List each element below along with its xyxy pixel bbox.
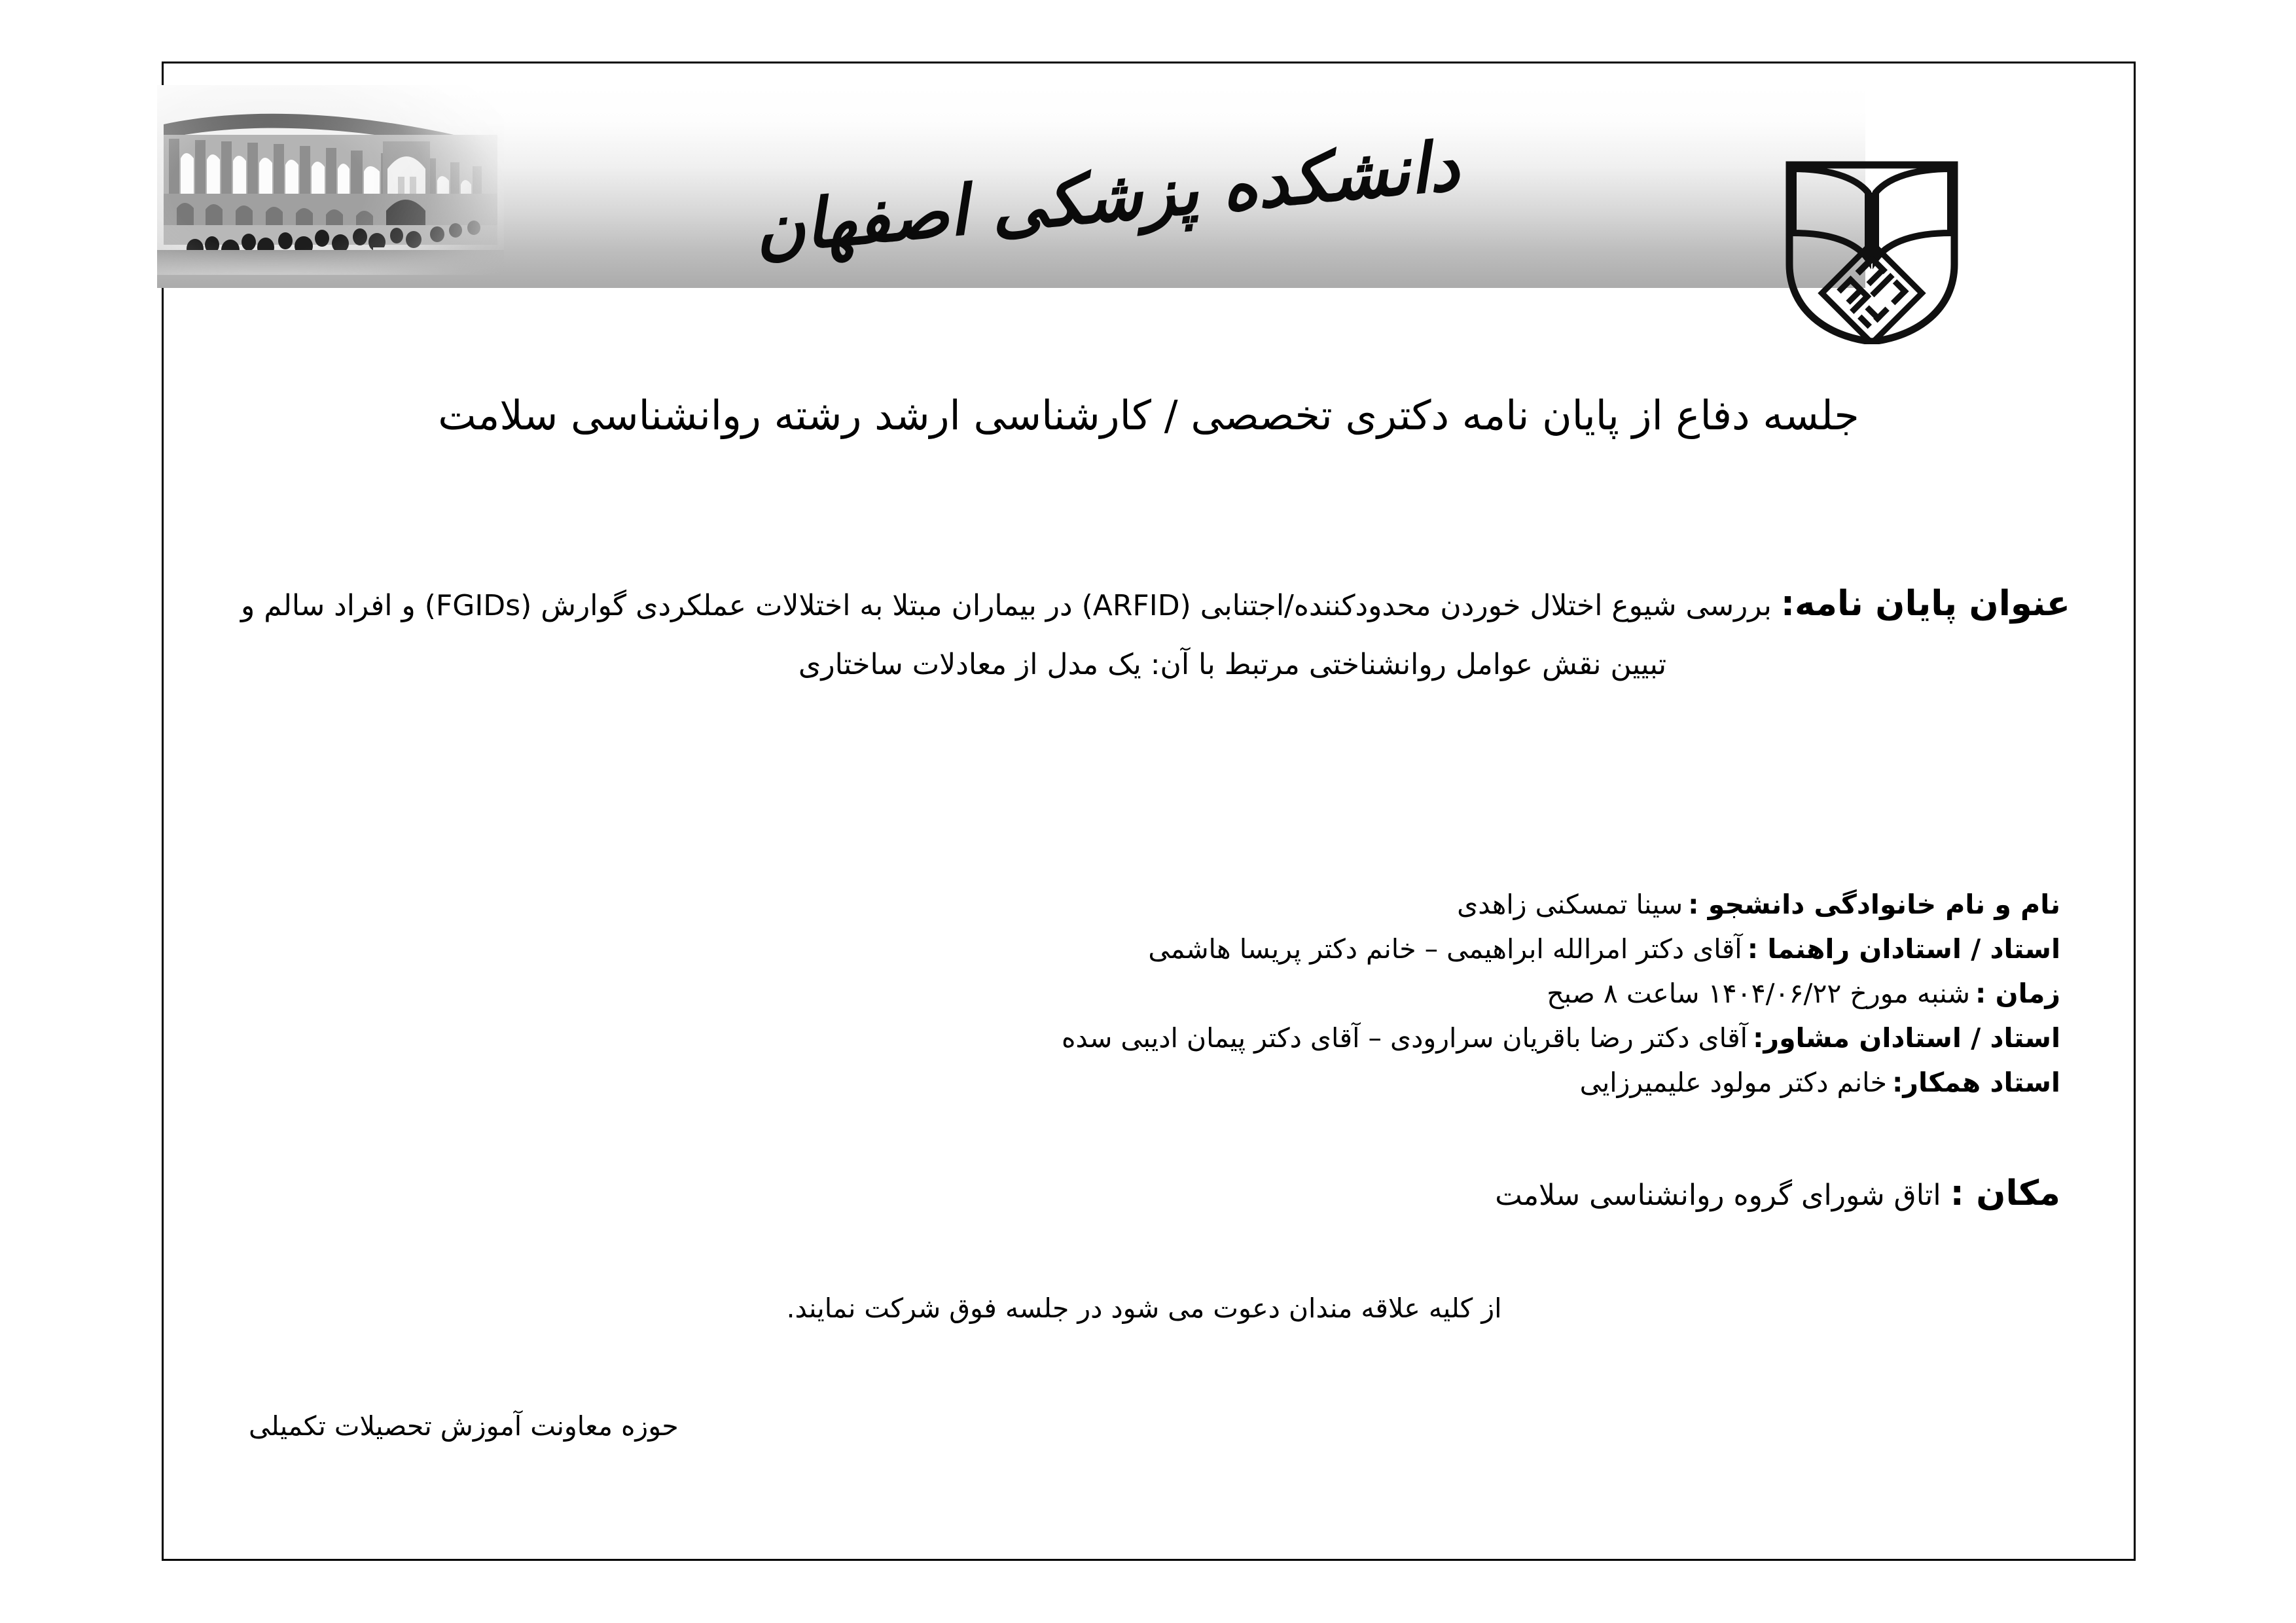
detail-row-collaborating-professor	[228, 1060, 2060, 1105]
detail-row-consultant	[228, 1016, 2060, 1060]
location-label: مکان :	[1950, 1173, 2060, 1213]
location-value: اتاق شورای گروه روانشناسی سلامت	[1495, 1179, 1941, 1212]
consultant-label: استاد / استادان مشاور:	[1753, 1022, 2060, 1054]
detail-row-time	[228, 971, 2060, 1016]
student-name-label: نام و نام خانوادگی دانشجو :	[1688, 888, 2060, 920]
supervisor-label: استاد / استادان راهنما :	[1747, 933, 2060, 965]
supervisor-value: آقای دکتر امرالله ابراهیمی – خانم دکتر پریسا هاشمی	[1148, 933, 1742, 965]
thesis-title-text-line-1: بررسی شیوع اختلال خوردن محدودکننده/اجتنابی (ARFID) در بیماران مبتلا به اختلالات عملکردی گوارش (FGIDs) و افراد سالم و	[240, 589, 1772, 622]
faculty-name-calligraphy: دانشکده پزشکی اصفهان	[751, 125, 1462, 270]
student-name-value: سینا تمسکنی زاهدی	[1457, 888, 1683, 920]
collaborating-professor-label: استاد همکار:	[1892, 1066, 2060, 1098]
thesis-title-text-line-2: تبیین نقش عوامل روانشناختی مرتبط با آن: یک مدل از معادلات ساختاری	[798, 647, 1667, 681]
defense-details-list	[228, 882, 2060, 1105]
khaju-bridge-photo	[157, 85, 504, 275]
location-row	[1495, 1173, 2060, 1213]
thesis-title-label: عنوان پایان نامه:	[1780, 584, 2070, 624]
collaborating-professor-value: خانم دکتر مولود علیمیرزایی	[1579, 1066, 1888, 1098]
detail-row-student	[228, 882, 2060, 927]
consultant-value: آقای دکتر رضا باقریان سرارودی – آقای دکتر پیمان ادیبی سده	[1061, 1022, 1748, 1054]
thesis-title-block	[224, 576, 2070, 688]
thesis-title-line-1	[224, 576, 2070, 632]
time-value: شنبه مورخ ۱۴۰۴/۰۶/۲۲ ساعت ۸ صبح	[1547, 977, 1970, 1009]
time-label: زمان :	[1975, 977, 2060, 1009]
footer-department: حوزه معاونت آموزش تحصیلات تکمیلی	[249, 1410, 679, 1442]
page-title: جلسه دفاع از پایان نامه دکتری تخصصی / کارشناسی ارشد رشته روانشناسی سلامت	[438, 391, 1859, 439]
invitation-text: از کلیه علاقه مندان دعوت می شود در جلسه فوق شرکت نمایند.	[786, 1293, 1502, 1324]
detail-row-supervisor	[228, 927, 2060, 971]
university-logo-shield-icon	[1782, 154, 1962, 344]
